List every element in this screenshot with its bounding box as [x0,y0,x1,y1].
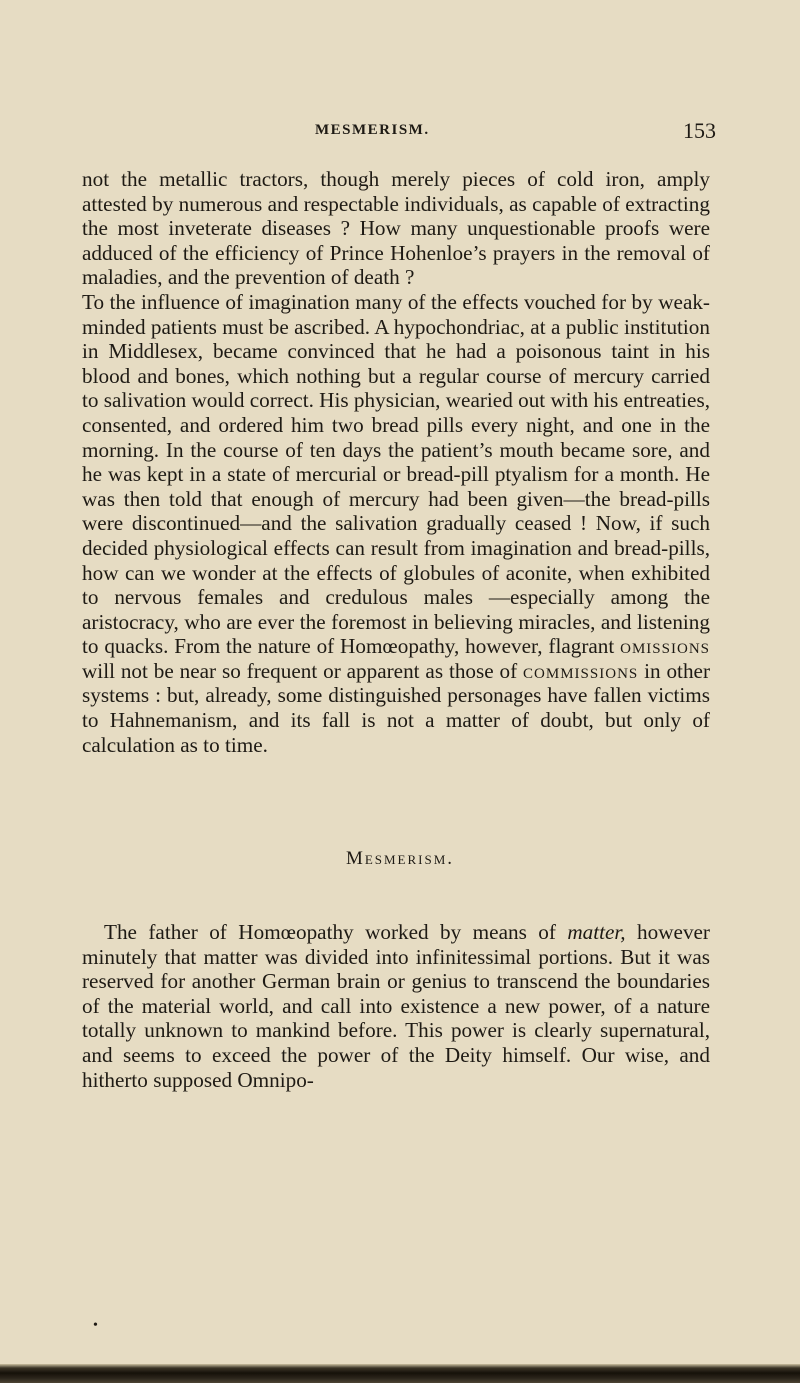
page-number: 153 [683,118,716,143]
section-heading: Mesmerism. [345,848,455,869]
small-caps-commissions: commissions [523,658,639,683]
paragraph-imagination-text: To the influence of imagination many of the effects vouched for by weak-minded patients must be ascribed. A hypochondriac, at a public institution in Middlesex, became convinced that he had a poisonous taint in his blood and bones, which nothing but a regular course of mercury carried to salivation would correct. His physician, wearied out with his entreaties, consented, and ordered him two bread pills every night, and one in the morning. In the course of ten days the patient’s mouth became sore, and he was kept in a state of mercurial or bread-pill ptyalism for a month. He was then told that enough of mercury had been given—the bread-pills were discontinued—and the salivation gradually ceased ! Now, if such decided physiological effects can result from imagination and bread-pills, how can we wonder at the effects of globules of aconite, when exhibited to nervous females and credulous males —especially among the aristocracy, who are ever the foremost in believing miracles, and listening to quacks. From the nature of Homœopathy, however, flagrant [82,289,710,659]
page-bottom-edge [0,1364,800,1383]
running-head [0,118,800,148]
italic-matter: matter, [567,920,626,944]
paragraph-continuation: not the metallic tractors, though merely pieces of cold iron, amply attested by numerous and respectable individuals, as capable of extracting the most inveterate diseases ? How many unquestionable proofs were adduced of the efficiency of Prince Hohenloe’s prayers in the removal of maladies, and the prevention of death ? [82,167,710,290]
running-title: MESMERISM. [315,122,430,138]
paragraph-mesmerism-text-2: however minutely that matter was divided into infinitessimal portions. But it was reserved for another German brain or genius to transcend the boundaries of the material world, and call into existence a new power, of a nature totally unknown to mankind before. This power is clearly supernatural, and seems to exceed the power of the Deity himself. Our wise, and hitherto supposed Omnipo- [82,920,710,1092]
paragraph-imagination-text-2: will not be near so frequent or apparent as those of [82,658,524,683]
stray-ink-mark: • [93,1318,98,1333]
paragraph-imagination-text-3: in other systems : but, already, some distinguished personages have fallen victims to Hahnemanism, and its fall is not a matter of doubt, but only of calculation as to time. [82,658,710,757]
paragraph-mesmerism [82,920,710,1092]
body-text-top [82,167,710,757]
paragraph-mesmerism-text-1: The father of Homœopathy worked by means of [104,920,568,944]
body-text-mesmerism [82,920,710,1092]
small-caps-omissions: omissions [620,634,710,659]
paragraph-imagination [82,290,710,757]
